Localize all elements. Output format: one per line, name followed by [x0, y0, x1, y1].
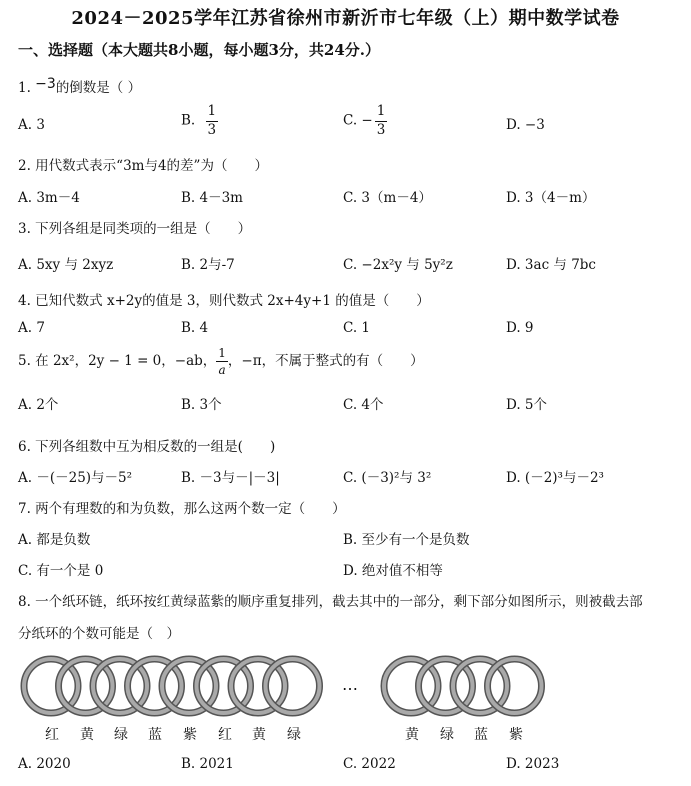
chain-label: 绿: [440, 727, 454, 743]
fraction-denominator: a: [218, 363, 226, 377]
chain-label: 绿: [114, 727, 128, 743]
q5-option-a[interactable]: A. 2个: [18, 397, 59, 413]
question-8-stem-line-2: 分纸环的个数可能是（ ）: [18, 626, 180, 642]
question-8-stem-line-1: 8. 一个纸环链，纸环按红黄绿蓝紫的顺序重复排列，截去其中的一部分，剩下部分如图所示，则被截去部: [18, 594, 643, 610]
q1-option-b-label: B.: [181, 112, 196, 129]
q2-option-d[interactable]: D. 3（4－m）: [506, 190, 596, 206]
chain-label: 红: [45, 727, 59, 743]
chain-label: 紫: [183, 727, 197, 743]
q8-option-b[interactable]: B. 2021: [181, 756, 234, 772]
q1-stem-text: 的倒数是（ ）: [55, 80, 142, 96]
q6-option-b[interactable]: B. －3与－|－3|: [181, 470, 280, 486]
q8-option-d[interactable]: D. 2023: [506, 756, 560, 772]
chain-label: 黄: [80, 727, 94, 743]
page-title: 2024－2025学年江苏省徐州市新沂市七年级（上）期中数学试卷: [71, 8, 620, 29]
chain-label: 红: [218, 727, 232, 743]
chain-label: 紫: [509, 727, 523, 743]
chain-ellipsis: …: [342, 675, 358, 694]
q1-option-c-label: C. −: [343, 112, 373, 129]
q5-option-c[interactable]: C. 4个: [343, 397, 384, 413]
q6-option-d[interactable]: D. (－2)³与－2³: [506, 470, 604, 486]
q5-stem-end: ，−π，不属于整式的有（ ）: [227, 353, 424, 369]
paper-ring-band: [266, 659, 320, 713]
fraction-numerator: 1: [206, 105, 219, 122]
q6-option-c[interactable]: C. (－3)²与 3²: [343, 470, 432, 486]
q4-option-b[interactable]: B. 4: [181, 320, 209, 336]
fraction-denominator: 3: [207, 121, 217, 138]
chain-label: 蓝: [148, 727, 162, 743]
q7-option-d[interactable]: D. 绝对值不相等: [343, 563, 443, 579]
question-2-stem: 2. 用代数式表示“3m与4的差”为（ ）: [18, 158, 268, 174]
q5-stem-start: 5. 在 2x²，2y − 1 = 0，−ab，: [18, 353, 217, 369]
paper-ring-band: [488, 659, 542, 713]
q7-option-c[interactable]: C. 有一个是 0: [18, 563, 104, 579]
q8-option-c[interactable]: C. 2022: [343, 756, 396, 772]
q1-option-a[interactable]: A. 3: [18, 117, 45, 133]
q8-option-a[interactable]: A. 2020: [18, 756, 71, 772]
question-3-stem: 3. 下列各组是同类项的一组是（ ）: [18, 221, 252, 237]
q3-option-b[interactable]: B. 2与-7: [181, 257, 235, 273]
q7-option-a[interactable]: A. 都是负数: [18, 532, 91, 548]
q1-number: 1.: [18, 80, 36, 96]
fraction-numerator: 1: [218, 346, 226, 360]
ring-group: [24, 659, 542, 713]
chain-label: 绿: [287, 727, 301, 743]
chain-labels: [0, 724, 691, 744]
q5-option-b[interactable]: B. 3个: [181, 397, 222, 413]
q7-option-b[interactable]: B. 至少有一个是负数: [343, 532, 470, 548]
section-heading: 一、选择题（本大题共8小题，每小题3分，共24分.）: [18, 41, 380, 59]
fraction-denominator: 3: [376, 121, 386, 138]
q4-option-d[interactable]: D. 9: [506, 320, 534, 336]
q3-option-a[interactable]: A. 5xy 与 2xyz: [18, 257, 114, 273]
q2-option-b[interactable]: B. 4－3m: [181, 190, 243, 206]
chain-label: 黄: [252, 727, 266, 743]
q4-option-c[interactable]: C. 1: [343, 320, 371, 336]
q1-option-d[interactable]: D. −3: [506, 117, 545, 133]
chain-label: 黄: [405, 727, 419, 743]
question-4-stem: 4. 已知代数式 x+2y的值是 3，则代数式 2x+4y+1 的值是（ ）: [18, 293, 430, 309]
question-7-stem: 7. 两个有理数的和为负数，那么这两个数一定（ ）: [18, 501, 346, 517]
q4-option-a[interactable]: A. 7: [18, 320, 45, 336]
q2-option-a[interactable]: A. 3m－4: [18, 190, 80, 206]
fraction-numerator: 1: [375, 105, 388, 122]
question-6-stem: 6. 下列各组数中互为相反数的一组是( ): [18, 439, 276, 455]
q2-option-c[interactable]: C. 3（m－4）: [343, 190, 432, 206]
q6-option-a[interactable]: A. －(－25)与－5²: [18, 470, 133, 486]
q3-option-d[interactable]: D. 3ac 与 7bc: [506, 257, 596, 273]
q5-option-d[interactable]: D. 5个: [506, 397, 548, 413]
q1-expression: −3: [35, 76, 56, 92]
chain-label: 蓝: [474, 727, 488, 743]
q3-option-c[interactable]: C. −2x²y 与 5y²z: [343, 257, 453, 273]
